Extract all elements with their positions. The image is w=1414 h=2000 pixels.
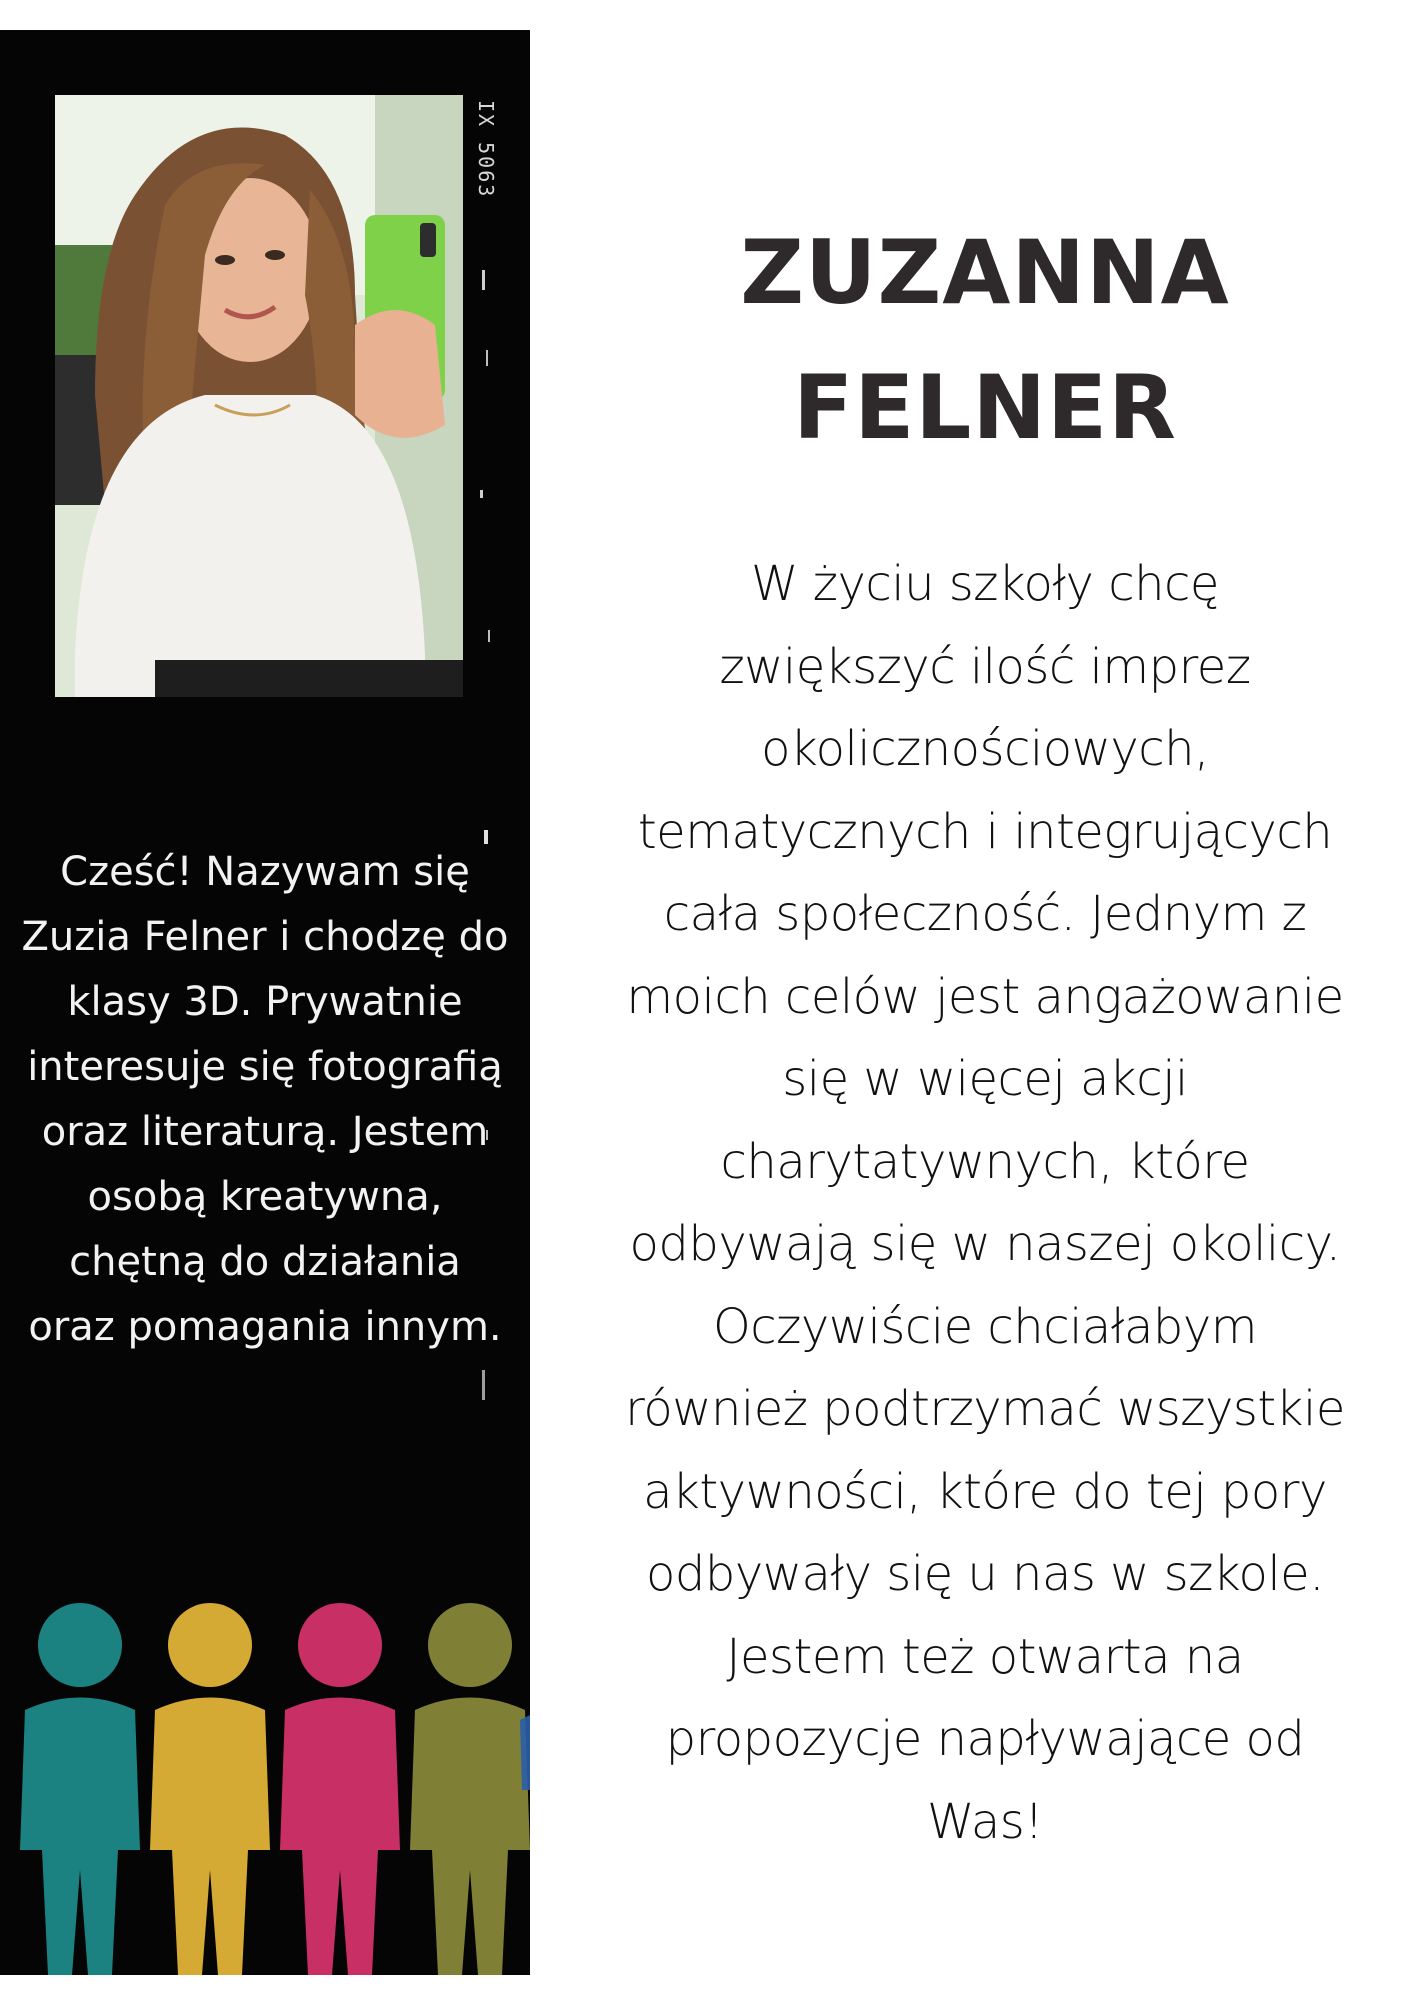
first-name: ZUZANNA — [740, 221, 1230, 324]
portrait-photo — [55, 95, 463, 697]
figure-yellow-icon — [150, 1603, 270, 1975]
figure-pink-icon — [280, 1603, 400, 1975]
left-panel — [0, 30, 530, 1975]
last-name: FELNER — [793, 356, 1177, 459]
intro-text: Cześć! Nazywam się Zuzia Felner i chodzę do klasy 3D. Prywatnie interesuje się fotografią oraz literaturą. Jestem osobą kreatywna, chętną do działania oraz pomagania innym. — [21, 849, 509, 1350]
figure-olive-icon — [410, 1603, 530, 1975]
people-illustration — [0, 1590, 530, 1975]
film-code: IX 5063 — [474, 100, 498, 199]
program-text: W życiu szkoły chcę zwiększyć ilość imprez okolicznościowych, tematycznych i integrujących cała społeczność. Jednym z moich celów jest angażowanie się w więcej akcji charytatywnych, które odbywają się w naszej okolicy. Oczywiście chciałabym również podtrzymać wszystkie aktywności, które do tej pory odbywały się u nas w szkole. Jestem też otwarta na propozycje napływające od Was! — [625, 556, 1345, 1850]
figure-teal-icon — [20, 1603, 140, 1975]
candidate-name — [590, 205, 1380, 475]
